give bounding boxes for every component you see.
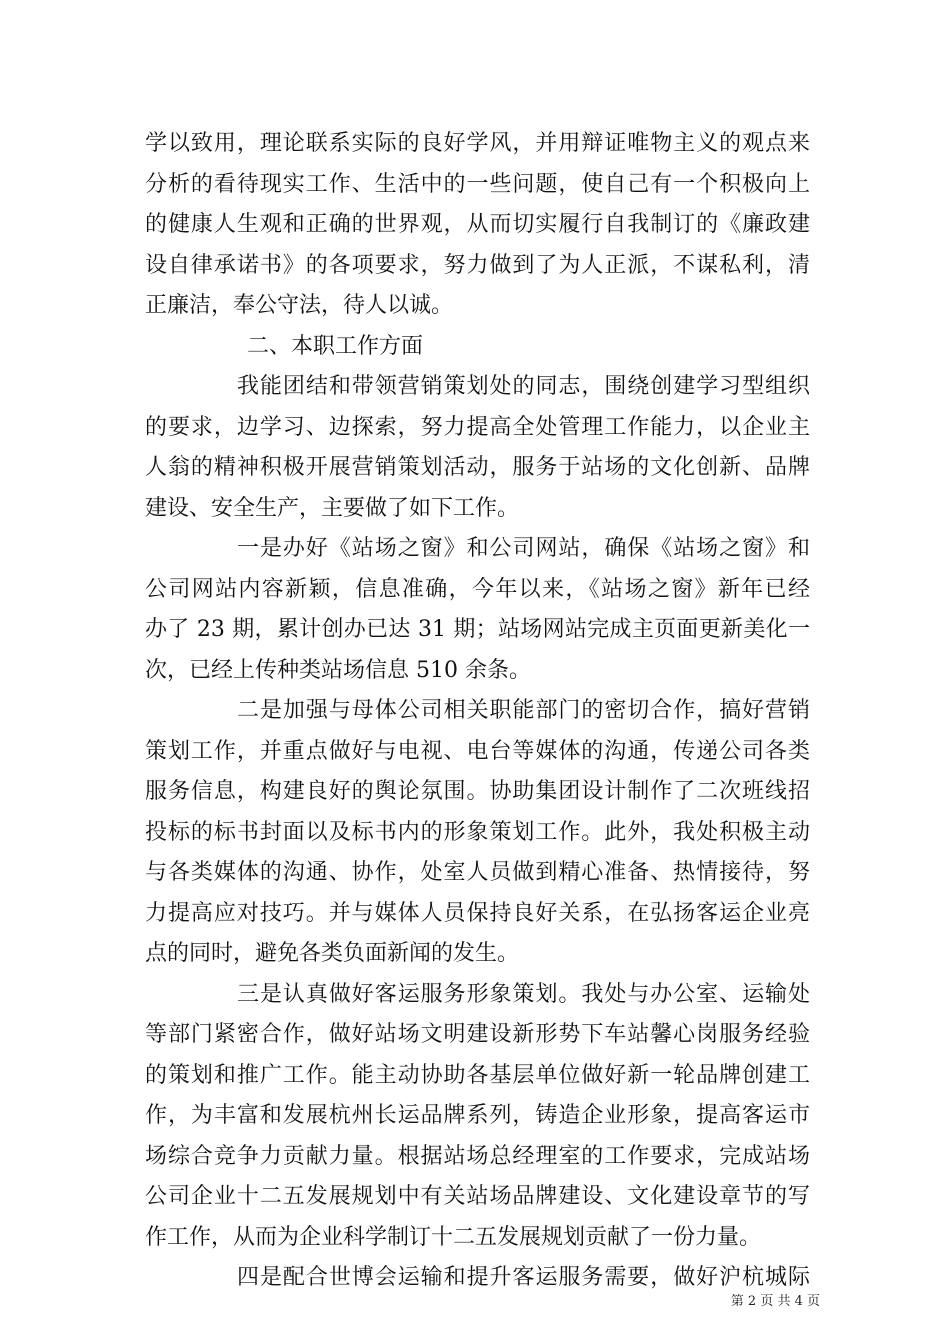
text-line: 人翁的精神积极开展营销策划活动，服务于站场的文化创新、品牌 — [145, 455, 810, 480]
text-line: 服务信息，构建良好的舆论氛围。协助集团设计制作了二次班线招 — [145, 779, 810, 804]
text-line: 次，已经上传种类站场信息 510 余条。 — [145, 657, 531, 683]
text-line: 设自律承诺书》的各项要求，努力做到了为人正派，不谋私利，清 — [145, 252, 810, 278]
text-line: 一是办好《站场之窗》和公司网站，确保《站场之窗》和 — [237, 536, 810, 561]
section-heading: 二、本职工作方面 — [247, 333, 424, 359]
text-line: 我能团结和带领营销策划处的同志，围绕创建学习型组织 — [237, 374, 810, 399]
text-line: 场综合竞争力贡献力量。根据站场总经理室的工作要求，完成站场 — [145, 1143, 810, 1169]
text-line: 正廉洁，奉公守法，待人以诚。 — [145, 293, 454, 318]
text-line: 二是加强与母体公司相关职能部门的密切合作，搞好营销 — [237, 698, 810, 723]
text-line: 等部门紧密合作，做好站场文明建设新形势下车站馨心岗服务经验 — [145, 1022, 810, 1047]
text-line: 建设、安全生产，主要做了如下工作。 — [145, 495, 520, 521]
text-line: 公司网站内容新颖，信息准确，今年以来，《站场之窗》新年已经 — [145, 576, 810, 602]
page-footer: 第 2 页 共 4 页 — [730, 1294, 820, 1309]
text-line: 力提高应对技巧。并与媒体人员保持良好关系，在弘扬客运企业亮 — [145, 900, 810, 926]
text-line: 的策划和推广工作。能主动协助各基层单位做好新一轮品牌创建工 — [145, 1062, 810, 1088]
text-line: 四是配合世博会运输和提升客运服务需要，做好沪杭城际 — [237, 1265, 810, 1290]
text-line: 作工作，从而为企业科学制订十二五发展规划贡献了一份力量。 — [145, 1224, 762, 1250]
body-text — [145, 124, 810, 1299]
text-line: 公司企业十二五发展规划中有关站场品牌建设、文化建设章节的写 — [145, 1184, 810, 1209]
text-line: 作，为丰富和发展杭州长运品牌系列，铸造企业形象，提高客运市 — [145, 1103, 810, 1128]
text-line: 点的同时，避免各类负面新闻的发生。 — [145, 941, 520, 966]
text-line: 学以致用，理论联系实际的良好学风，并用辩证唯物主义的观点来 — [145, 131, 810, 156]
text-line: 策划工作，并重点做好与电视、电台等媒体的沟通，传递公司各类 — [145, 738, 810, 764]
text-line: 与各类媒体的沟通、协作，处室人员做到精心准备、热情接待，努 — [145, 860, 810, 885]
text-line: 三是认真做好客运服务形象策划。我处与办公室、运输处 — [237, 981, 810, 1007]
text-line: 分析的看待现实工作、生活中的一些问题，使自己有一个积极向上 — [145, 171, 810, 197]
text-line: 的要求，边学习、边探索，努力提高全处管理工作能力，以企业主 — [145, 414, 810, 440]
text-line: 投标的标书封面以及标书内的形象策划工作。此外，我处积极主动 — [145, 819, 810, 845]
text-line: 办了 23 期，累计创办已达 31 期；站场网站完成主页面更新美化一 — [145, 617, 810, 642]
text-line: 的健康人生观和正确的世界观，从而切实履行自我制订的《廉政建 — [145, 212, 810, 237]
